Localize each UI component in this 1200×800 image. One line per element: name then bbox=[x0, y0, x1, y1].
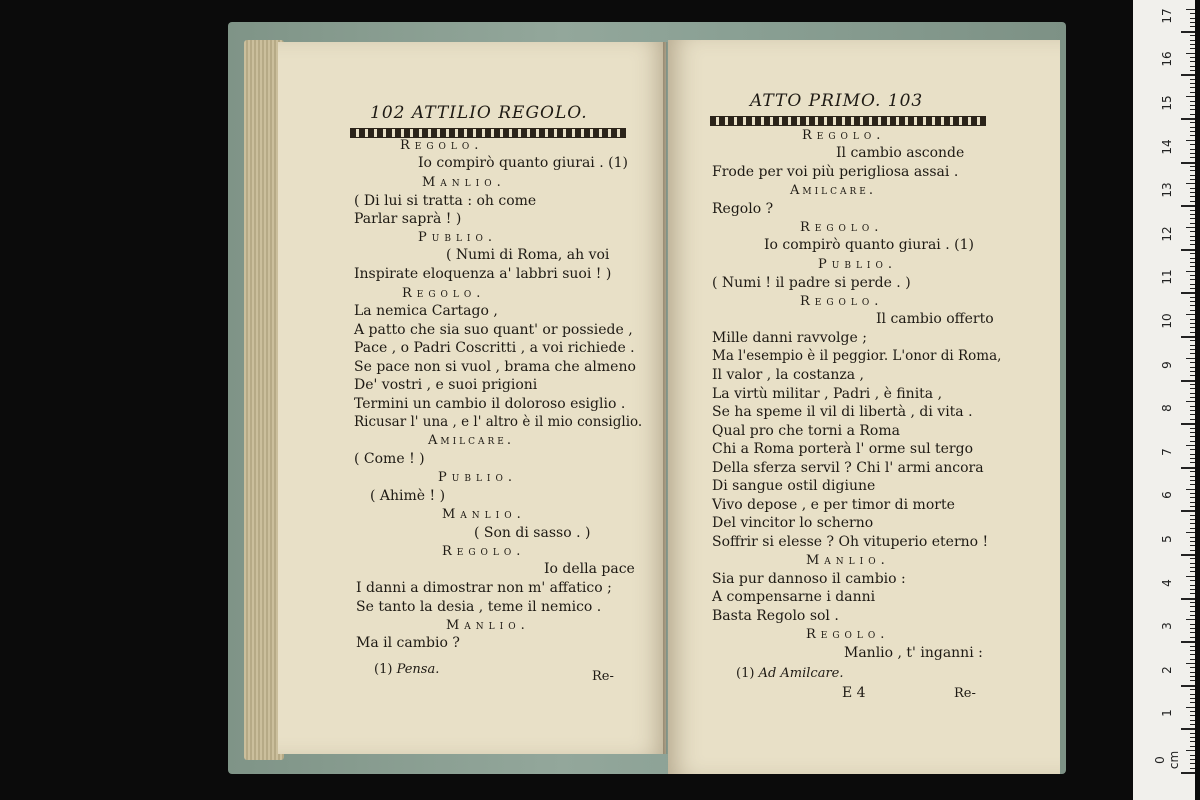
ruler-tick bbox=[1181, 554, 1195, 556]
ruler-tick bbox=[1186, 183, 1195, 184]
ruler-tick bbox=[1190, 611, 1195, 612]
ruler-tick bbox=[1190, 297, 1195, 298]
ruler-tick bbox=[1190, 332, 1195, 333]
ruler-tick bbox=[1190, 759, 1195, 760]
ruler-label: 6 bbox=[1160, 491, 1174, 500]
ruler-tick bbox=[1190, 18, 1195, 19]
ruler-tick bbox=[1190, 26, 1195, 27]
ruler-tick bbox=[1190, 253, 1195, 254]
speaker-label: Regolo. bbox=[802, 128, 886, 143]
ruler-tick bbox=[1190, 397, 1195, 398]
ruler-tick bbox=[1190, 218, 1195, 219]
catchword: Re- bbox=[592, 669, 614, 684]
ruler-label: 3 bbox=[1160, 622, 1174, 631]
ruler-tick bbox=[1190, 305, 1195, 306]
ruler-tick bbox=[1186, 576, 1195, 577]
ruler-tick bbox=[1186, 96, 1195, 97]
verse-line: Del vincitor lo scherno bbox=[712, 515, 874, 531]
verse-line: Qual pro che torni a Roma bbox=[712, 423, 900, 439]
verse-line: Regolo ? bbox=[712, 201, 774, 217]
ruler-tick bbox=[1186, 663, 1195, 664]
ruler-tick bbox=[1190, 105, 1195, 106]
verse-line: De' vostri , e suoi prigioni bbox=[354, 377, 538, 393]
ruler-label: 7 bbox=[1160, 447, 1174, 456]
ruler-tick bbox=[1190, 166, 1195, 167]
verse-line: ( Come ! ) bbox=[354, 451, 425, 467]
footnote-text: Ad Amilcare. bbox=[758, 666, 844, 681]
ruler-tick bbox=[1190, 746, 1195, 747]
verse-line: Parlar saprà ! ) bbox=[354, 211, 462, 227]
ruler-tick bbox=[1190, 153, 1195, 154]
left-running-header: 102 ATTILIO REGOLO. bbox=[370, 103, 588, 123]
speaker-label: Amilcare. bbox=[428, 433, 514, 448]
ruler-tick bbox=[1190, 149, 1195, 150]
ruler-tick bbox=[1190, 550, 1195, 551]
verse-line: Manlio , t' inganni : bbox=[844, 645, 983, 661]
verse-line: Se pace non si vuol , brama che almeno bbox=[354, 359, 636, 375]
ruler-tick bbox=[1190, 523, 1195, 524]
ruler-tick bbox=[1190, 615, 1195, 616]
verse-line: Chi a Roma porterà l' orme sul tergo bbox=[712, 441, 974, 457]
ruler-tick bbox=[1190, 541, 1195, 542]
speaker-label: Manlio. bbox=[442, 507, 526, 522]
ruler-tick bbox=[1190, 650, 1195, 651]
ruler-tick bbox=[1190, 768, 1195, 769]
speaker-label: Regolo. bbox=[800, 220, 884, 235]
ruler-label: 16 bbox=[1160, 51, 1174, 68]
ruler-tick bbox=[1190, 262, 1195, 263]
speaker-label: Regolo. bbox=[442, 544, 526, 559]
ruler-tick bbox=[1190, 13, 1195, 14]
ruler-tick bbox=[1190, 497, 1195, 498]
ruler-label: 10 bbox=[1160, 313, 1174, 329]
ruler-tick bbox=[1190, 558, 1195, 559]
ruler-tick bbox=[1190, 676, 1195, 677]
ruler-tick bbox=[1190, 689, 1195, 690]
verse-line: Ma l'esempio è il peggior. L'onor di Roma, bbox=[712, 348, 1002, 364]
ruler-tick bbox=[1190, 755, 1195, 756]
ruler-tick bbox=[1190, 711, 1195, 712]
ruler-tick bbox=[1190, 22, 1195, 23]
ruler-tick bbox=[1186, 53, 1195, 54]
ruler-tick bbox=[1190, 231, 1195, 232]
verse-line: La virtù militar , Padri , è finita , bbox=[712, 386, 943, 402]
ruler-tick bbox=[1181, 336, 1195, 338]
ruler-tick bbox=[1190, 428, 1195, 429]
ruler-tick bbox=[1186, 401, 1195, 402]
ruler-tick bbox=[1186, 619, 1195, 620]
ruler-label: 11 bbox=[1160, 269, 1174, 286]
ruler-tick bbox=[1190, 441, 1195, 442]
ruler-tick bbox=[1181, 292, 1195, 294]
speaker-label: Manlio. bbox=[806, 553, 890, 568]
ruler-tick bbox=[1190, 624, 1195, 625]
ruler-tick bbox=[1186, 750, 1195, 751]
ruler-tick bbox=[1190, 667, 1195, 668]
right-running-header: ATTO PRIMO. 103 bbox=[750, 91, 924, 111]
ruler-tick bbox=[1181, 467, 1195, 469]
verse-line: Sia pur dannoso il cambio : bbox=[712, 571, 906, 587]
ruler-tick bbox=[1190, 545, 1195, 546]
ruler-label: 13 bbox=[1160, 182, 1174, 198]
verse-line: Frode per voi più perigliosa assai . bbox=[712, 164, 959, 180]
ruler-tick bbox=[1190, 763, 1195, 764]
ruler-tick bbox=[1190, 659, 1195, 660]
ruler-tick bbox=[1181, 249, 1195, 251]
ruler-tick bbox=[1190, 419, 1195, 420]
ruler-tick bbox=[1190, 602, 1195, 603]
ruler-tick bbox=[1190, 345, 1195, 346]
catchword: Re- bbox=[954, 686, 976, 701]
ruler-tick bbox=[1190, 715, 1195, 716]
ruler-label: 0 cm bbox=[1153, 750, 1181, 770]
ruler-tick bbox=[1190, 114, 1195, 115]
ruler-tick bbox=[1190, 737, 1195, 738]
ruler-tick bbox=[1190, 571, 1195, 572]
ruler-tick bbox=[1190, 702, 1195, 703]
ruler-tick bbox=[1181, 423, 1195, 425]
speaker-label: Regolo. bbox=[400, 138, 484, 153]
ruler-tick bbox=[1190, 593, 1195, 594]
ruler-tick bbox=[1190, 476, 1195, 477]
ruler-label: 4 bbox=[1160, 578, 1174, 587]
ruler-tick bbox=[1190, 515, 1195, 516]
footnote bbox=[374, 660, 439, 679]
ruler-tick bbox=[1190, 371, 1195, 372]
footnote-number: (1) bbox=[736, 666, 755, 681]
ruler-tick bbox=[1190, 567, 1195, 568]
ruler-tick bbox=[1181, 685, 1195, 687]
ruler-tick bbox=[1190, 537, 1195, 538]
speaker-label: Regolo. bbox=[800, 294, 884, 309]
ruler-tick bbox=[1181, 641, 1195, 643]
ruler-tick bbox=[1190, 462, 1195, 463]
ruler-tick bbox=[1186, 532, 1195, 533]
ruler-label: 2 bbox=[1160, 665, 1174, 674]
ruler-tick bbox=[1190, 35, 1195, 36]
ruler-tick bbox=[1190, 101, 1195, 102]
ruler-tick bbox=[1190, 410, 1195, 411]
verse-line: Pace , o Padri Coscritti , a voi richiede . bbox=[354, 340, 635, 356]
speaker-label: Amilcare. bbox=[790, 183, 876, 198]
verse-line: Soffrir si elesse ? Oh vituperio eterno ! bbox=[712, 534, 989, 550]
ruler-tick bbox=[1190, 109, 1195, 110]
ruler-tick bbox=[1190, 563, 1195, 564]
footnote-text: Pensa. bbox=[396, 662, 440, 677]
signature-mark: E 4 bbox=[842, 685, 866, 701]
ruler-label: 15 bbox=[1160, 95, 1174, 111]
ruler-tick bbox=[1181, 380, 1195, 382]
verse-line: Io della pace bbox=[544, 561, 635, 577]
ruler-tick bbox=[1190, 48, 1195, 49]
ruler-tick bbox=[1190, 362, 1195, 363]
verse-line: Il cambio offerto bbox=[876, 311, 994, 327]
footnote-number: (1) bbox=[374, 662, 393, 677]
ruler-tick bbox=[1190, 327, 1195, 328]
ruler-label: 8 bbox=[1160, 404, 1174, 413]
ruler-tick bbox=[1190, 724, 1195, 725]
speaker-label: Regolo. bbox=[806, 627, 890, 642]
ruler-tick bbox=[1190, 458, 1195, 459]
verse-line: ( Ahimè ! ) bbox=[370, 488, 446, 504]
ruler-tick bbox=[1190, 240, 1195, 241]
verse-line: ( Numi di Roma, ah voi bbox=[446, 247, 610, 263]
speaker-label: Publio. bbox=[818, 257, 897, 272]
ruler-tick bbox=[1186, 314, 1195, 315]
ruler-tick bbox=[1190, 733, 1195, 734]
ruler-tick bbox=[1190, 57, 1195, 58]
ruler-tick bbox=[1190, 384, 1195, 385]
ruler-tick bbox=[1190, 284, 1195, 285]
ruler-tick bbox=[1190, 694, 1195, 695]
ruler-tick bbox=[1190, 179, 1195, 180]
ruler-tick bbox=[1190, 480, 1195, 481]
ruler-tick bbox=[1190, 393, 1195, 394]
verse-line: Della sferza servil ? Chi l' armi ancora bbox=[712, 460, 984, 476]
ruler-tick bbox=[1190, 580, 1195, 581]
left-ornamental-rule bbox=[350, 128, 626, 138]
ruler-tick bbox=[1190, 353, 1195, 354]
ruler-tick bbox=[1190, 646, 1195, 647]
verse-line: Io compirò quanto giurai . (1) bbox=[764, 237, 974, 253]
ruler-tick bbox=[1190, 319, 1195, 320]
ruler-tick bbox=[1190, 406, 1195, 407]
verse-line: Termini un cambio il doloroso esiglio . bbox=[354, 396, 626, 412]
ruler-tick bbox=[1190, 506, 1195, 507]
ruler-tick bbox=[1190, 188, 1195, 189]
ruler-tick bbox=[1190, 301, 1195, 302]
ruler-tick bbox=[1190, 83, 1195, 84]
ruler-label: 17 bbox=[1160, 8, 1174, 24]
ruler-tick bbox=[1190, 519, 1195, 520]
ruler-tick bbox=[1190, 367, 1195, 368]
verse-line: Se ha speme il vil di libertà , di vita . bbox=[712, 404, 973, 420]
verse-line: ( Son di sasso . ) bbox=[474, 525, 591, 541]
ruler-tick bbox=[1181, 728, 1195, 730]
verse-line: Il cambio asconde bbox=[836, 145, 965, 161]
ruler-label: 9 bbox=[1160, 360, 1174, 369]
ruler-tick bbox=[1190, 135, 1195, 136]
verse-line: Mille danni ravvolge ; bbox=[712, 330, 867, 346]
verse-line: A patto che sia suo quant' or possiede , bbox=[354, 322, 633, 338]
verse-line: A compensarne i danni bbox=[712, 589, 876, 605]
ruler-tick bbox=[1190, 127, 1195, 128]
verse-line: ( Di lui si tratta : oh come bbox=[354, 193, 537, 209]
ruler-tick bbox=[1186, 140, 1195, 141]
ruler-tick bbox=[1186, 445, 1195, 446]
ruler-tick bbox=[1190, 672, 1195, 673]
ruler-tick bbox=[1190, 454, 1195, 455]
right-page bbox=[668, 40, 1060, 774]
ruler-label: 5 bbox=[1160, 535, 1174, 543]
ruler-tick bbox=[1190, 92, 1195, 93]
ruler-label: 14 bbox=[1160, 138, 1174, 155]
ruler-tick bbox=[1190, 741, 1195, 742]
ruler-tick bbox=[1190, 275, 1195, 276]
ruler-tick bbox=[1181, 772, 1195, 774]
ruler-tick bbox=[1190, 449, 1195, 450]
verse-line: Basta Regolo sol . bbox=[712, 608, 839, 624]
ruler-tick bbox=[1190, 196, 1195, 197]
ruler-tick bbox=[1190, 131, 1195, 132]
verse-line: Il valor , la costanza , bbox=[712, 367, 865, 383]
verse-line: Inspirate eloquenza a' labbri suoi ! ) bbox=[354, 266, 612, 282]
ruler-tick bbox=[1190, 436, 1195, 437]
speaker-label: Manlio. bbox=[446, 618, 530, 633]
ruler-tick bbox=[1190, 637, 1195, 638]
ruler-tick bbox=[1190, 236, 1195, 237]
verse-line: ( Numi ! il padre si perde . ) bbox=[712, 275, 911, 291]
verse-line: Vivo depose , e per timor di morte bbox=[712, 497, 955, 513]
ruler-tick bbox=[1190, 632, 1195, 633]
ruler-tick bbox=[1190, 388, 1195, 389]
ruler-tick bbox=[1186, 707, 1195, 708]
speaker-label: Publio. bbox=[418, 230, 497, 245]
ruler-tick bbox=[1186, 489, 1195, 490]
ruler-tick bbox=[1190, 493, 1195, 494]
ruler-tick bbox=[1186, 9, 1195, 10]
ruler-tick bbox=[1186, 271, 1195, 272]
footnote bbox=[736, 664, 844, 683]
ruler-tick bbox=[1190, 349, 1195, 350]
ruler-tick bbox=[1190, 157, 1195, 158]
ruler-tick bbox=[1190, 310, 1195, 311]
ruler-tick bbox=[1190, 414, 1195, 415]
ruler-tick bbox=[1190, 266, 1195, 267]
ruler-tick bbox=[1190, 214, 1195, 215]
ruler-tick bbox=[1190, 258, 1195, 259]
ruler-tick bbox=[1190, 170, 1195, 171]
speaker-label: Regolo. bbox=[402, 286, 486, 301]
ruler-tick bbox=[1190, 61, 1195, 62]
ruler-tick bbox=[1181, 118, 1195, 120]
ruler-tick bbox=[1181, 74, 1195, 76]
ruler-tick bbox=[1190, 40, 1195, 41]
ruler-tick bbox=[1190, 628, 1195, 629]
ruler-tick bbox=[1190, 606, 1195, 607]
ruler-tick bbox=[1181, 31, 1195, 33]
ruler-label: 12 bbox=[1160, 226, 1174, 242]
ruler-tick bbox=[1181, 162, 1195, 164]
ruler-tick bbox=[1190, 589, 1195, 590]
ruler-tick bbox=[1190, 720, 1195, 721]
ruler-tick bbox=[1190, 375, 1195, 376]
ruler-tick bbox=[1190, 484, 1195, 485]
ruler-tick bbox=[1190, 502, 1195, 503]
verse-line: Ma il cambio ? bbox=[356, 635, 460, 651]
ruler-tick bbox=[1190, 144, 1195, 145]
ruler-tick bbox=[1190, 528, 1195, 529]
ruler-tick bbox=[1190, 175, 1195, 176]
ruler-tick bbox=[1181, 598, 1195, 600]
ruler-tick bbox=[1186, 358, 1195, 359]
ruler-tick bbox=[1190, 680, 1195, 681]
verse-line: Di sangue ostil digiune bbox=[712, 478, 876, 494]
right-ornamental-rule bbox=[710, 116, 986, 126]
left-page bbox=[278, 42, 666, 754]
ruler-tick bbox=[1190, 323, 1195, 324]
ruler-tick bbox=[1190, 654, 1195, 655]
ruler-tick bbox=[1190, 288, 1195, 289]
ruler-tick bbox=[1190, 471, 1195, 472]
ruler-tick bbox=[1190, 585, 1195, 586]
ruler-tick bbox=[1190, 201, 1195, 202]
ruler-tick bbox=[1190, 244, 1195, 245]
ruler-tick bbox=[1190, 223, 1195, 224]
ruler-label: 1 bbox=[1160, 709, 1174, 718]
measuring-ruler bbox=[1133, 0, 1195, 800]
speaker-label: Manlio. bbox=[422, 175, 506, 190]
ruler-tick bbox=[1190, 340, 1195, 341]
ruler-tick bbox=[1190, 70, 1195, 71]
verse-line: Ricusar l' una , e l' altro è il mio consiglio. bbox=[354, 414, 643, 430]
verse-line: La nemica Cartago , bbox=[354, 303, 498, 319]
ruler-tick bbox=[1190, 192, 1195, 193]
verse-line: I danni a dimostrar non m' affatico ; bbox=[356, 580, 612, 596]
ruler-tick bbox=[1190, 122, 1195, 123]
ruler-tick bbox=[1190, 79, 1195, 80]
verse-line: Se tanto la desia , teme il nemico . bbox=[356, 599, 602, 615]
verse-line: Io compirò quanto giurai . (1) bbox=[418, 155, 628, 171]
ruler-tick bbox=[1181, 205, 1195, 207]
speaker-label: Publio. bbox=[438, 470, 517, 485]
ruler-tick bbox=[1181, 510, 1195, 512]
ruler-tick bbox=[1190, 44, 1195, 45]
ruler-tick bbox=[1190, 66, 1195, 67]
ruler-tick bbox=[1190, 210, 1195, 211]
ruler-tick bbox=[1190, 279, 1195, 280]
ruler-tick bbox=[1186, 227, 1195, 228]
ruler-tick bbox=[1190, 698, 1195, 699]
ruler-tick bbox=[1190, 432, 1195, 433]
ruler-tick bbox=[1190, 87, 1195, 88]
